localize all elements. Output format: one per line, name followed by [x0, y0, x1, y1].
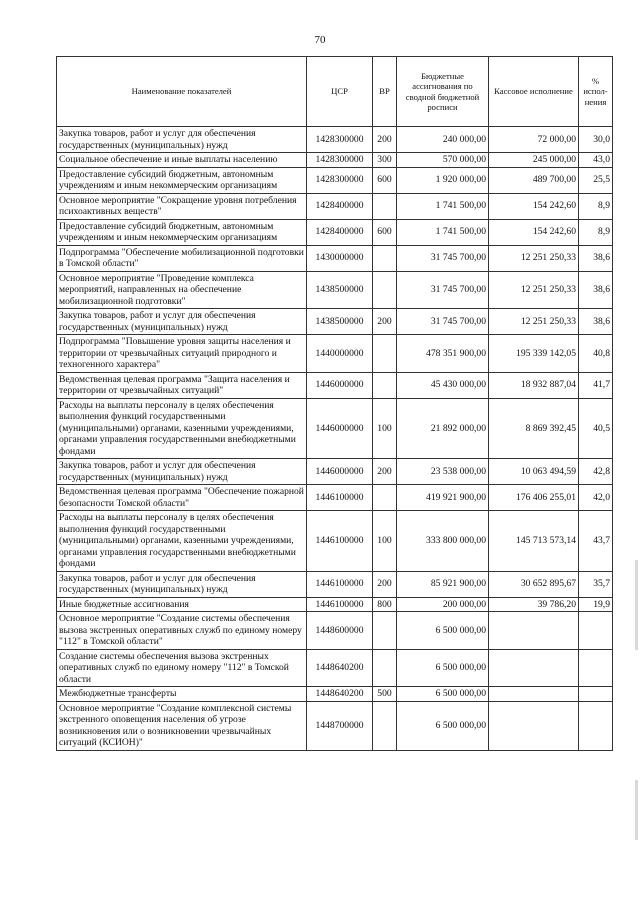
- row-vr: 200: [373, 571, 397, 597]
- row-cash: 154 242,60: [489, 193, 579, 219]
- page-number: 70: [314, 34, 326, 46]
- row-vr: [373, 649, 397, 687]
- row-csr: 1446100000: [307, 597, 373, 612]
- row-csr: 1448640200: [307, 687, 373, 702]
- row-cash: 245 000,00: [489, 153, 579, 168]
- row-vr: 600: [373, 167, 397, 193]
- row-csr: 1428300000: [307, 167, 373, 193]
- row-pct: 38,6: [579, 309, 613, 335]
- row-name: Социальное обеспечение и иные выплаты населению: [57, 153, 307, 168]
- row-csr: 1446000000: [307, 398, 373, 459]
- row-csr: 1428300000: [307, 153, 373, 168]
- table-row: [57, 245, 613, 271]
- row-vr: [373, 701, 397, 750]
- row-vr: [373, 193, 397, 219]
- row-cash: 12 251 250,33: [489, 245, 579, 271]
- row-pct: 38,6: [579, 271, 613, 309]
- row-budget: 240 000,00: [397, 127, 489, 153]
- table-row: [57, 335, 613, 373]
- row-cash: 18 932 887,04: [489, 372, 579, 398]
- row-vr: [373, 271, 397, 309]
- table-row: [57, 649, 613, 687]
- row-budget: 6 500 000,00: [397, 701, 489, 750]
- row-pct: 19,9: [579, 597, 613, 612]
- table-header-row: [57, 57, 613, 127]
- row-csr: 1446000000: [307, 372, 373, 398]
- row-cash: 145 713 573,14: [489, 511, 579, 572]
- row-budget: 85 921 900,00: [397, 571, 489, 597]
- row-csr: 1448600000: [307, 612, 373, 650]
- row-pct: [579, 649, 613, 687]
- row-cash: [489, 649, 579, 687]
- row-pct: [579, 612, 613, 650]
- row-csr: 1428300000: [307, 127, 373, 153]
- row-name: Основное мероприятие "Создание комплексной системы экстренного оповещения населения об угрозе возникновения или о возникновении чрезвычайных ситуаций (КСИОН)": [57, 701, 307, 750]
- row-vr: 200: [373, 127, 397, 153]
- table-row: [57, 271, 613, 309]
- row-pct: [579, 701, 613, 750]
- row-name: Иные бюджетные ассигнования: [57, 597, 307, 612]
- header-name: Наименование показателей: [57, 57, 307, 127]
- row-cash: 10 063 494,59: [489, 459, 579, 485]
- row-csr: 1446000000: [307, 459, 373, 485]
- scan-edge-mark: [635, 560, 638, 650]
- row-vr: 500: [373, 687, 397, 702]
- row-vr: [373, 372, 397, 398]
- row-budget: 6 500 000,00: [397, 612, 489, 650]
- row-budget: 6 500 000,00: [397, 687, 489, 702]
- row-pct: 42,8: [579, 459, 613, 485]
- row-name: Создание системы обеспечения вызова экстренных оперативных служб по единому номеру "112" в Томской области: [57, 649, 307, 687]
- row-vr: [373, 485, 397, 511]
- row-pct: 25,5: [579, 167, 613, 193]
- row-name: Основное мероприятие "Проведение комплекса мероприятий, направленных на обеспечение мобилизационной подготовки": [57, 271, 307, 309]
- row-name: Закупка товаров, работ и услуг для обеспечения государственных (муниципальных) нужд: [57, 127, 307, 153]
- row-vr: [373, 612, 397, 650]
- row-budget: 31 745 700,00: [397, 271, 489, 309]
- header-budget: Бюджетные ассигнования по сводной бюджетной росписи: [397, 57, 489, 127]
- header-vr: ВР: [373, 57, 397, 127]
- row-cash: 30 652 895,67: [489, 571, 579, 597]
- table-body: [57, 127, 613, 751]
- row-cash: [489, 612, 579, 650]
- row-vr: [373, 245, 397, 271]
- row-cash: [489, 701, 579, 750]
- row-cash: 8 869 392,45: [489, 398, 579, 459]
- header-cash: Кассовое исполнение: [489, 57, 579, 127]
- table-row: [57, 701, 613, 750]
- row-name: Расходы на выплаты персоналу в целях обеспечения выполнения функций государственными (муниципальными) органами, казенными учреждениями, органами управления государственными внебюджетными фондами: [57, 398, 307, 459]
- row-pct: 42,0: [579, 485, 613, 511]
- row-csr: 1446100000: [307, 485, 373, 511]
- row-budget: 45 430 000,00: [397, 372, 489, 398]
- row-budget: 21 892 000,00: [397, 398, 489, 459]
- row-vr: 200: [373, 309, 397, 335]
- row-vr: 100: [373, 511, 397, 572]
- scan-edge-mark: [635, 780, 638, 840]
- row-cash: 72 000,00: [489, 127, 579, 153]
- row-name: Подпрограмма "Обеспечение мобилизационной подготовки в Томской области": [57, 245, 307, 271]
- row-budget: 1 741 500,00: [397, 193, 489, 219]
- table-row: [57, 372, 613, 398]
- row-name: Подпрограмма "Повышение уровня защиты населения и территории от чрезвычайных ситуаций природного и техногенного характера": [57, 335, 307, 373]
- row-pct: 43,7: [579, 511, 613, 572]
- row-pct: 40,5: [579, 398, 613, 459]
- row-csr: 1438500000: [307, 271, 373, 309]
- header-pct: % испол-нения: [579, 57, 613, 127]
- table-row: [57, 167, 613, 193]
- table-row: [57, 571, 613, 597]
- budget-execution-table: [56, 56, 613, 751]
- row-budget: 31 745 700,00: [397, 245, 489, 271]
- row-budget: 1 741 500,00: [397, 219, 489, 245]
- row-budget: 419 921 900,00: [397, 485, 489, 511]
- row-name: Предоставление субсидий бюджетным, автономным учреждениям и иным некоммерческим организациям: [57, 219, 307, 245]
- row-name: Закупка товаров, работ и услуг для обеспечения государственных (муниципальных) нужд: [57, 459, 307, 485]
- row-pct: 40,8: [579, 335, 613, 373]
- row-budget: 333 800 000,00: [397, 511, 489, 572]
- table-row: [57, 127, 613, 153]
- row-csr: 1448700000: [307, 701, 373, 750]
- row-vr: 300: [373, 153, 397, 168]
- row-csr: 1430000000: [307, 245, 373, 271]
- row-pct: 43,0: [579, 153, 613, 168]
- row-vr: 200: [373, 459, 397, 485]
- row-name: Закупка товаров, работ и услуг для обеспечения государственных (муниципальных) нужд: [57, 309, 307, 335]
- row-csr: 1446100000: [307, 571, 373, 597]
- header-csr: ЦСР: [307, 57, 373, 127]
- row-vr: [373, 335, 397, 373]
- row-name: Закупка товаров, работ и услуг для обеспечения государственных (муниципальных) нужд: [57, 571, 307, 597]
- row-vr: 800: [373, 597, 397, 612]
- row-cash: 195 339 142,05: [489, 335, 579, 373]
- row-csr: 1446100000: [307, 511, 373, 572]
- row-budget: 1 920 000,00: [397, 167, 489, 193]
- row-pct: 8,9: [579, 193, 613, 219]
- table-row: [57, 612, 613, 650]
- row-csr: 1448640200: [307, 649, 373, 687]
- row-pct: 41,7: [579, 372, 613, 398]
- row-name: Предоставление субсидий бюджетным, автономным учреждениям и иным некоммерческим организациям: [57, 167, 307, 193]
- row-csr: 1440000000: [307, 335, 373, 373]
- row-budget: 200 000,00: [397, 597, 489, 612]
- row-name: Основное мероприятие "Сокращение уровня потребления психоактивных веществ": [57, 193, 307, 219]
- row-cash: 154 242,60: [489, 219, 579, 245]
- row-name: Ведомственная целевая программа "Защита населения и территории от чрезвычайных ситуаций": [57, 372, 307, 398]
- row-vr: 100: [373, 398, 397, 459]
- table-row: [57, 511, 613, 572]
- row-vr: 600: [373, 219, 397, 245]
- row-name: Ведомственная целевая программа "Обеспечение пожарной безопасности Томской области": [57, 485, 307, 511]
- row-budget: 478 351 900,00: [397, 335, 489, 373]
- table-row: [57, 219, 613, 245]
- row-cash: 39 786,20: [489, 597, 579, 612]
- row-pct: 38,6: [579, 245, 613, 271]
- row-csr: 1428400000: [307, 219, 373, 245]
- table-row: [57, 485, 613, 511]
- row-csr: 1428400000: [307, 193, 373, 219]
- row-budget: 23 538 000,00: [397, 459, 489, 485]
- row-name: Основное мероприятие "Создание системы обеспечения вызова экстренных оперативных служб по единому номеру "112" в Томской области": [57, 612, 307, 650]
- table-row: [57, 459, 613, 485]
- row-budget: 31 745 700,00: [397, 309, 489, 335]
- table-row: [57, 193, 613, 219]
- table-row: [57, 597, 613, 612]
- table-row: [57, 309, 613, 335]
- row-pct: 8,9: [579, 219, 613, 245]
- table-row: [57, 153, 613, 168]
- row-pct: 35,7: [579, 571, 613, 597]
- row-cash: 12 251 250,33: [489, 309, 579, 335]
- row-name: Межбюджетные трансферты: [57, 687, 307, 702]
- row-cash: 12 251 250,33: [489, 271, 579, 309]
- row-cash: 489 700,00: [489, 167, 579, 193]
- row-budget: 570 000,00: [397, 153, 489, 168]
- row-csr: 1438500000: [307, 309, 373, 335]
- row-pct: [579, 687, 613, 702]
- row-budget: 6 500 000,00: [397, 649, 489, 687]
- row-pct: 30,0: [579, 127, 613, 153]
- row-name: Расходы на выплаты персоналу в целях обеспечения выполнения функций государственными (муниципальными) органами, казенными учреждениями, органами управления государственными внебюджетными фондами: [57, 511, 307, 572]
- table-row: [57, 398, 613, 459]
- row-cash: 176 406 255,01: [489, 485, 579, 511]
- row-cash: [489, 687, 579, 702]
- table-row: [57, 687, 613, 702]
